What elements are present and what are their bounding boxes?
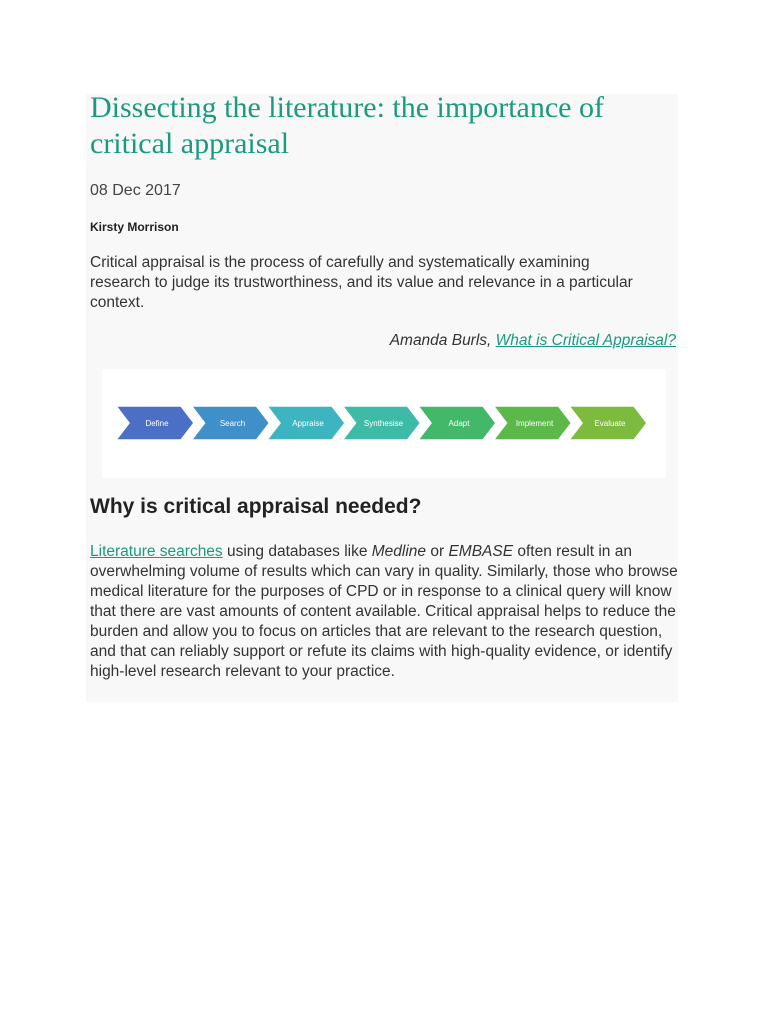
process-step-synthesise-label: Synthesise bbox=[363, 419, 404, 428]
article bbox=[90, 90, 678, 680]
article-author: Kirsty Morrison bbox=[90, 220, 179, 234]
article-date: 08 Dec 2017 bbox=[90, 182, 181, 199]
definition-quote: Critical appraisal is the process of carefully and systematically examining research to judge its trustworthiness, and its value and relevance in a particular context. bbox=[90, 254, 633, 311]
process-step-evaluate-label: Evaluate bbox=[594, 419, 626, 428]
process-step-implement-label: Implement bbox=[515, 419, 554, 428]
section-paragraph bbox=[90, 542, 678, 682]
paragraph-text-3: often result in an overwhelming volume of results which can vary in quality. Similarly, those who browse medical literature for the purposes of CPD or in response to a clinical query will know that there are vast amounts of content available. Critical appraisal helps to reduce the burden and allow you to focus on articles that are relevant to the research question, and that can reliably support or refute its claims with high-quality evidence, or identify high-level research relevant to your practice. bbox=[90, 543, 678, 680]
process-diagram bbox=[102, 369, 666, 478]
process-diagram-svg bbox=[102, 369, 666, 478]
citation-link[interactable]: What is Critical Appraisal? bbox=[495, 332, 676, 349]
embase-term: EMBASE bbox=[448, 543, 514, 560]
article-title: Dissecting the literature: the importance of critical appraisal bbox=[90, 91, 604, 160]
paragraph-text-2: or bbox=[426, 543, 449, 560]
process-step-search-label: Search bbox=[219, 419, 246, 428]
process-step-appraise-label: Appraise bbox=[292, 419, 324, 428]
quote-citation bbox=[390, 332, 676, 350]
literature-searches-link[interactable]: Literature searches bbox=[90, 543, 223, 560]
section-heading: Why is critical appraisal needed? bbox=[90, 495, 422, 518]
process-step-define-label: Define bbox=[145, 419, 169, 428]
paragraph-text-1: using databases like bbox=[222, 543, 372, 560]
citation-author: Amanda Burls, bbox=[389, 332, 492, 349]
process-step-adapt-label: Adapt bbox=[448, 419, 470, 428]
medline-term: Medline bbox=[371, 543, 427, 560]
